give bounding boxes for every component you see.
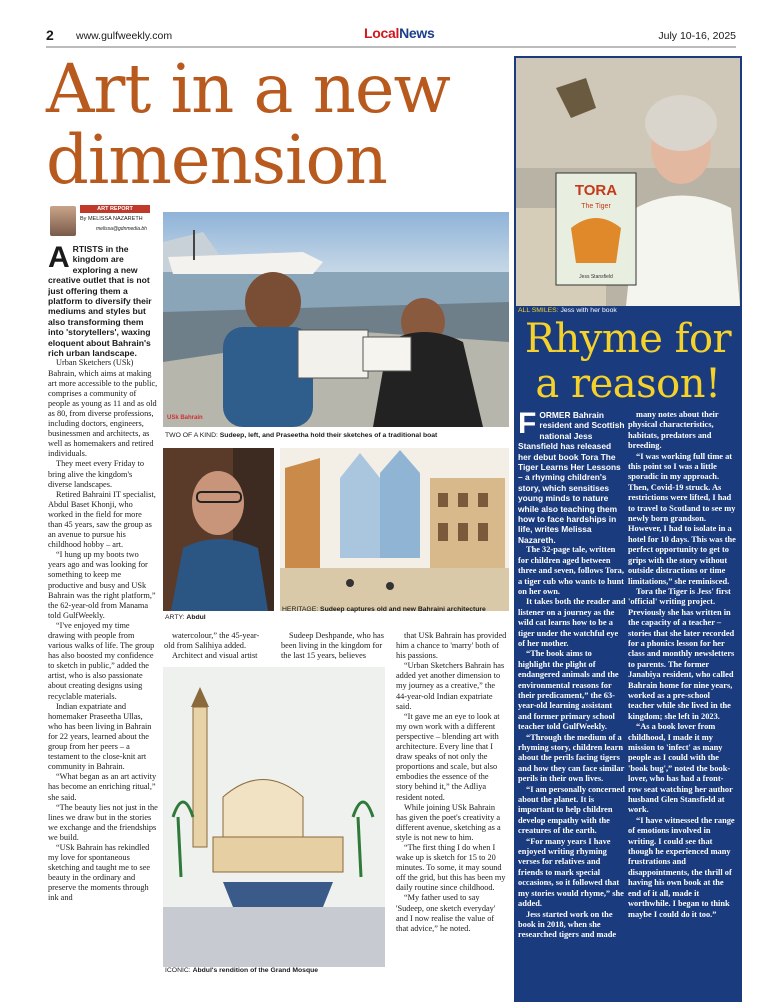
caption-iconic: [165, 967, 318, 975]
article-col1-paragraph: Urban Sketchers (USk) Bahrain, which aims at making art more accessible to the public, comprises a community of people as young as 11 and as old as 80, from diverse professions, including doctors, engineers, businessmen and architects, as well as homemakers and retired individuals.: [48, 358, 158, 459]
caption-sidebar-text: Jess with her book: [560, 307, 617, 314]
main-photo: [163, 212, 509, 427]
article-column-1: [48, 244, 158, 979]
sidebar-col1-paragraph: “I am personally concerned about the planet. It is important to help children develop empathy with the creatures of the earth.: [518, 784, 625, 836]
byline: [50, 205, 150, 238]
sidebar-col1-paragraph: “The book aims to highlight the plight of endangered animals and the environmental reasons for their predicament,” the 63-year-old learning assistant and former primary school teacher told GulfWeekly.: [518, 649, 619, 732]
arty-photo: [163, 448, 274, 611]
article-dropcap: A: [48, 244, 70, 274]
sidebar-col1-paragraph: “For many years I have enjoyed writing rhyming verses for relatives and friends to mark special occasions, so it followed that my stories would rhyme,” she added.: [518, 836, 624, 909]
issue-date: July 10-16, 2025: [658, 30, 736, 42]
caption-heritage-label: HERITAGE:: [282, 606, 319, 613]
book-title: TORA: [574, 182, 618, 199]
section-news: News: [399, 25, 435, 41]
sidebar-col2-paragraph: Tora the Tiger is Jess' first 'official' writing project. Previously she has written in the capacity of a teacher – stories that she later recorded for a phonics lesson for her class and monthly newsletters to parents. The former Janabiya resident, who called Bahrain home for nine years, worked as a pre-school teacher while she lived in the kingdom; she left in 2023.: [628, 586, 735, 721]
main-photo-image: [163, 212, 509, 427]
heritage-sketch-image: [280, 448, 509, 611]
caption-main: [165, 432, 509, 440]
article-tag: ART REPORT: [80, 205, 150, 213]
author-avatar: [50, 206, 76, 236]
author-name: By MELISSA NAZARETH: [80, 216, 143, 222]
article-col2-paragraph: watercolour,” the 45-year-old from Salihiya added.: [164, 631, 260, 651]
caption-sidebar: [518, 307, 617, 314]
article-col3-paragraph: Sudeep Deshpande, who has been living in the kingdom for the last 15 years, believes: [281, 631, 384, 661]
article-col1-paragraph: “I hung up my boots two years ago and was looking for something to keep me productive and busy and USk Bahrain was the right platform,” the 62-year-old from Manama told GulfWeekly.: [48, 550, 156, 620]
article-intro-text: RTISTS in the kingdom are exploring a new creative outlet that is not just offering them a platform to diversify their mediums and styles but also transforming them into 'storytellers', waxing eloquent about Bahrain's rich urban landscape.: [48, 244, 152, 359]
sidebar-column-1: [518, 410, 626, 978]
sidebar-col1-paragraph: “Through the medium of a rhyming story, children learn about the perils facing tigers and how they can face similar perils in their own lives.: [518, 732, 625, 784]
photo-watermark: USk Bahrain: [167, 415, 203, 421]
article-col4-paragraph: “Urban Sketchers Bahrain has added yet another dimension to my journey as a creative,” the 44-year-old Indian expatriate said.: [396, 661, 505, 711]
sidebar-col2-paragraph: many notes about their physical characteristics, habitats, predators and breeding.: [628, 410, 719, 451]
caption-iconic-label: ICONIC:: [165, 967, 191, 974]
article-column-4: [396, 631, 507, 976]
caption-heritage-text: Sudeep captures old and new Bahraini architecture: [320, 606, 486, 613]
page-number: 2: [46, 27, 54, 43]
arty-photo-image: [163, 448, 274, 611]
section-logo: [364, 25, 434, 41]
article-col2-paragraph: Architect and visual artist: [172, 651, 258, 661]
article-col4-paragraph: “My father used to say 'Sudeep, one sketch everyday' and I now realise the value of that advice,” he noted.: [396, 893, 496, 933]
sidebar-col2-paragraph: “I have witnessed the range of emotions involved in writing. I could see that though he experienced many frustrations and disappointments, the thrill of having his own book at the end of it all, made it worthwhile. I began to think maybe I could do it too.”: [628, 815, 735, 919]
article-col1-paragraph: They meet every Friday to bring alive the kingdom's diverse landscapes.: [48, 459, 145, 489]
page-headline: Art in a new dimension: [46, 50, 450, 199]
sidebar-col2-paragraph: “I was working full time at this point so I was a little sporadic in my approach. Then, Covid-19 struck. As restrictions were lifted, I had to travel to Scotland to see my newly born grandson. However, I had to isolate in a hotel for 10 days. This was the perfect opportunity to get to grips with the story without outside distractions or time limitations,” she reminisced.: [628, 451, 736, 586]
article-col1-paragraph: Indian expatriate and homemaker Praseetha Ullas, who has been living in Bahrain for 22 years, learned about the group from her peers – a testament to the close-knit art community in Bahrain.: [48, 701, 152, 772]
header-divider: [46, 46, 736, 48]
sidebar-column-2: [628, 410, 736, 978]
site-url[interactable]: www.gulfweekly.com: [76, 30, 173, 42]
section-local: Local: [364, 25, 400, 41]
heritage-sketch: [280, 448, 509, 611]
article-intro: [48, 244, 158, 358]
sidebar-col1-paragraph: The 32-page tale, written for children aged between three and seven, follows Tora, a tiger cub who wants to hunt on her own.: [518, 545, 624, 596]
article-column-2: [164, 631, 268, 661]
article-col4-paragraph: “The first thing I do when I wake up is sketch for 15 to 20 minutes. To some, it may sound off the grid, but this has been my daily routine since childhood.: [396, 842, 506, 893]
iconic-sketch-image: [163, 667, 385, 967]
article-col1-paragraph: “I've enjoyed my time drawing with people from various walks of life. The group has also boosted my confidence to sketch in public,” added the artist, who is also passionate about creating designs using recyclable materials.: [48, 620, 155, 701]
article-col4-paragraph: While joining USk Bahrain has given the poet's creativity a different avenue, sketching as a style is not new to him.: [396, 802, 501, 842]
caption-main-label: TWO OF A KIND:: [165, 432, 218, 439]
article-col1-paragraph: Retired Bahraini IT specialist, Abdul Baset Khonji, who worked in the field for more than 45 years, saw the group as an avenue to pursue his childhood hobby – art.: [48, 489, 156, 550]
sidebar-col1-paragraph: Jess started work on the book in 2018, when she researched tigers and made: [518, 909, 617, 940]
article-col1-paragraph: “The beauty lies not just in the lines we draw but in the stories we exchange and the friendships we build.: [48, 802, 158, 842]
caption-sidebar-label: ALL SMILES:: [518, 307, 559, 314]
sidebar-intro-text: ORMER Bahrain resident and Scottish national Jess Stansfield has released her debut book Tora The Tiger Learns Her Lessons – a rhyming children's story, which sensitises young minds to nature while also teaching them how to face hardships in life, writes Melissa Nazareth.: [518, 410, 625, 545]
article-col4-paragraph: that USk Bahrain has provided him a chance to 'marry' both of his passions.: [396, 631, 507, 661]
caption-iconic-text: Abdul's rendition of the Grand Mosque: [192, 967, 319, 974]
book-subtitle: The Tiger: [581, 203, 611, 210]
sidebar-intro: [518, 410, 626, 545]
page-header: [46, 25, 736, 45]
article-column-3: [281, 631, 385, 661]
jess-photo-image: [516, 58, 740, 306]
article-col1-paragraph: “What began as an art activity has become an enriching ritual,” she said.: [48, 772, 157, 802]
iconic-sketch: [163, 667, 385, 967]
caption-arty-label: ARTY:: [165, 614, 185, 621]
article-col1-paragraph: “USk Bahrain has rekindled my love for spontaneous sketching and taught me to see beauty in the ordinary and preserve the moments through ink and: [48, 842, 151, 903]
sidebar-headline: Rhyme for a reason!: [524, 316, 732, 407]
sidebar-dropcap: F: [518, 410, 537, 440]
caption-arty-text: Abdul: [186, 614, 206, 621]
jess-photo: [516, 58, 740, 306]
caption-main-text: Sudeep, left, and Praseetha hold their sketches of a traditional boat: [219, 432, 438, 439]
caption-heritage: [282, 606, 509, 614]
sidebar-col1-paragraph: It takes both the reader and listener on a journey as the wild cat learns how to be a tiger under the watchful eye of her mother.: [518, 597, 626, 648]
book-author: Jess Stansfield: [579, 274, 613, 280]
article-col4-paragraph: “It gave me an eye to look at my own work with a different perspective – blending art with architecture. Every line that I draw speaks of not only the proportions and scale, but also embodies the essence of the story behind it,” the Adliya resident noted.: [396, 711, 500, 802]
caption-arty: [165, 614, 206, 622]
author-email[interactable]: melissa@gdnmedia.bh: [96, 226, 147, 232]
sidebar-col2-paragraph: “As a book lover from childhood, I made it my mission to 'infect' as many people as I could with the 'book bug',” noted the book-lover, who has had a front-row seat watching her author husband Glen Stansfield at work.: [628, 722, 733, 815]
